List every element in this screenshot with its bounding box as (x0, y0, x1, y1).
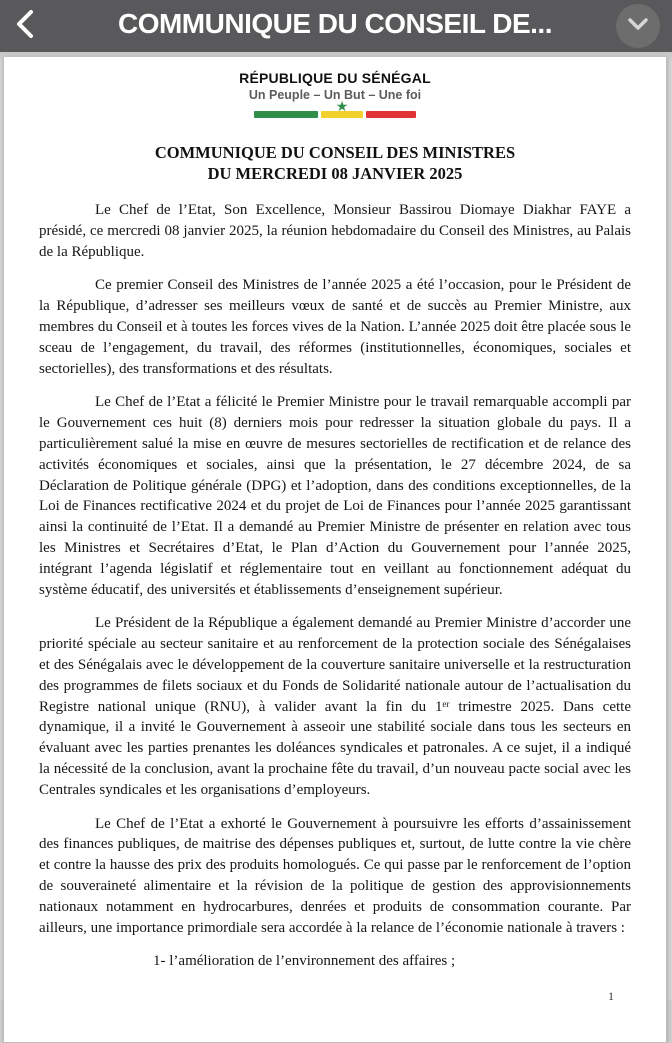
doc-list-item: 1- l’amélioration de l’environnement des affaires ; (153, 953, 456, 970)
app-bar-title: COMMUNIQUE DU CONSEIL DE... (117, 8, 552, 39)
letterhead-country: RÉPUBLIQUE DU SÉNÉGAL (239, 70, 431, 86)
chevron-left-icon (14, 9, 36, 44)
page-number: 1 (608, 989, 614, 1003)
document-title-line1: COMMUNIQUE DU CONSEIL DES MINISTRES (154, 143, 516, 162)
letterhead (4, 70, 666, 118)
document-title-line2: DU MERCREDI 08 JANVIER 2025 (207, 164, 463, 183)
doc-paragraph: Le Chef de l’Etat, Son Excellence, Monsieur Bassirou Diomaye Diakhar FAYE a présidé, ce mercredi 08 janvier 2025, la réunion hebdomadaire du Conseil des Ministres, au Palais de la République. (39, 202, 631, 260)
document-title (4, 142, 666, 184)
flag-green-segment (254, 111, 318, 118)
document-viewer[interactable] (0, 52, 672, 1003)
doc-paragraph: Le Chef de l’Etat a félicité le Premier Ministre pour le travail remarquable accompli par le Gouvernement ces huit (8) derniers mois pour redresser la situation globale du pays. Il a particulièrement salué la mise en œuvre de mesures sectorielles de rectification et de relance des activités économiques et sociales, ainsi que la présentation, le 27 décembre 2024, de sa Déclaration de Politique générale (DPG) et l’adoption, dans des conditions exceptionnelles, de la Loi de Finances rectificative 2024 et du projet de Loi de Finances pour l’année 2025 garantissant ainsi la continuité de l’Etat. Il a demandé au Premier Ministre de présenter en relation avec tous les Ministres et Secrétaires d’Etat, le Plan d’Action du Gouvernement pour l’année 2025, intégrant l’agenda législatif et réglementaire tout en veillant au fonctionnement adéquat du système éducatif, des universités et établissements d’enseignement supérieur. (39, 394, 631, 598)
chevron-down-icon (627, 17, 649, 36)
flag-yellow-segment (321, 99, 363, 118)
doc-paragraph: Ce premier Conseil des Ministres de l’année 2025 a été l’occasion, pour le Président de la République, d’adresser ses meilleurs vœux de santé et de succès au Premier Ministre, aux membres du Conseil et à toutes les forces vives de la Nation. L’année 2025 doit être placée sous le sceau de l’engagement, du travail, des réformes (institutionnelles, économiques, sociales et sectorielles), des transformations et des résultats. (39, 277, 631, 377)
senegal-flag-stripe (254, 99, 416, 118)
letterhead-motto: Un Peuple – Un But – Une foi (248, 88, 422, 102)
flag-star-icon: ★ (335, 99, 349, 115)
document-body (4, 200, 666, 972)
back-button[interactable] (14, 4, 54, 48)
doc-paragraph: Le Chef de l’Etat a exhorté le Gouvernement à poursuivre les efforts d’assainissement des finances publiques, de maitrise des dépenses publiques et, surtout, de lutte contre la vie chère et contre la hausse des prix des produits homologués. Ce qui passe par le renforcement de l’option de souveraineté alimentaire et la révision de la politique de gestion des approvisionnements nationaux notamment en hydrocarbures, denrées et produits de consommation courante. Par ailleurs, une importance primordiale sera accordée à la relance de l’économie nationale à travers : (39, 815, 631, 936)
flag-red-segment (366, 111, 416, 118)
doc-paragraph: Le Président de la République a également demandé au Premier Ministre d’accorder une priorité spéciale au secteur sanitaire et au renforcement de la protection sociale des Sénégalaises et des Sénégalais avec le développement de la couverture sanitaire universelle et la restructuration des programmes de filets sociaux et du Fonds de Solidarité nationale autour de l’actualisation du Registre national unique (RNU), à valider avant la fin du 1ᵉʳ trimestre 2025. Dans cette dynamique, il a invité le Gouvernement à asseoir une stabilité sociale dans tous les secteurs en évaluant avec les parties prenantes les doléances syndicales et patronales. A ce sujet, il a indiqué la nécessité de la conclusion, avant la prochaine fête du travail, d’un nouveau pacte social avec les Centrales syndicales et les organisations d’employeurs. (39, 615, 631, 798)
collapse-button[interactable] (616, 4, 660, 48)
document-page (4, 57, 667, 1043)
app-bar (0, 0, 672, 52)
